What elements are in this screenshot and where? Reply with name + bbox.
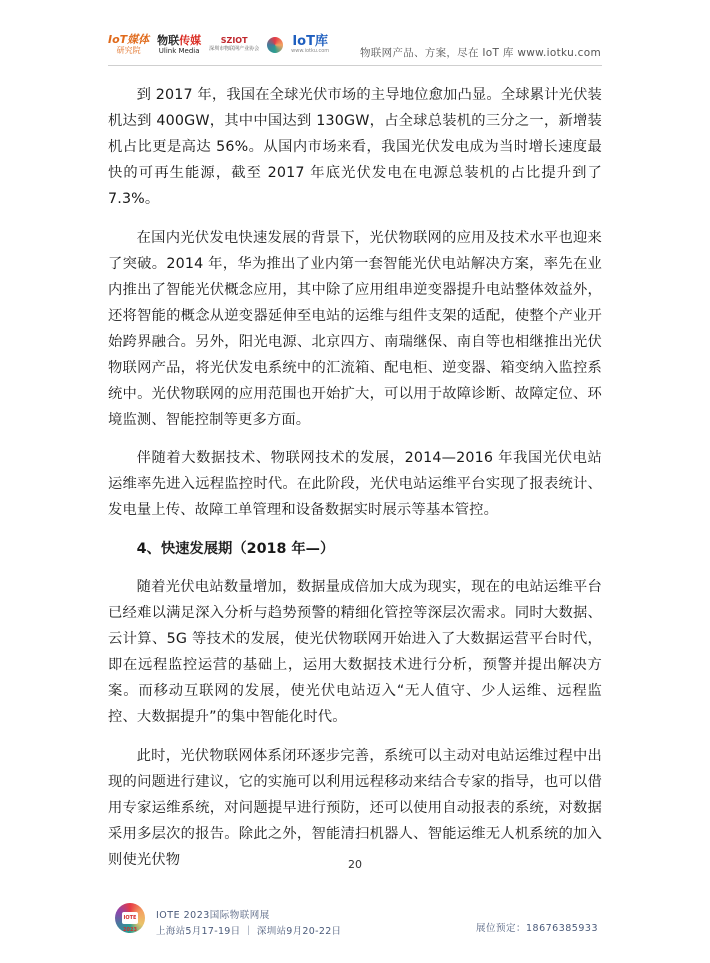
footer-dates: 上海站5月17-19日 ｜ 深圳站9月20-22日 xyxy=(156,926,342,937)
sziot-logo xyxy=(209,37,259,52)
body-paragraph: 随着光伏电站数量增加，数据量成倍加大成为现实，现在的电站运维平台已经难以满足深入分析与趋势预警的精细化管控等深层次需求。同时大数据、云计算、5G 等技术的发展，使光伏物联网开始进入了大数据运营平台时代，即在远程监控运营的基础上，运用大数据技术进行分析，预警并提出解决方案。而移动互联网的发展，使光伏电站迈入“无人值守、少人运维、远程监控、大数据提升”的集中智能化时代。 xyxy=(108,579,602,725)
section-heading: 4、快速发展期（2018 年—） xyxy=(136,540,335,557)
colorful-circle-icon xyxy=(267,37,283,53)
wulian-logo-main-b: 传媒 xyxy=(179,33,202,47)
wulian-media-logo xyxy=(157,35,201,55)
iot-media-logo xyxy=(108,34,149,55)
wulian-logo-main xyxy=(157,35,201,46)
sziot-logo-sub: 深圳市物联网产业协会 xyxy=(209,46,260,52)
iotku-logo xyxy=(291,35,329,54)
iote-logo-text: IOTE 2023 xyxy=(122,912,138,924)
body-paragraph: 伴随着大数据技术、物联网技术的发展，2014—2016 年我国光伏电站运维率先进入远程监控时代。在此阶段，光伏电站运维平台实现了报表统计、发电量上传、故障工单管理和设备数据实时展示等基本管控。 xyxy=(108,450,602,518)
wulian-logo-sub: Ulink Media xyxy=(158,46,200,55)
sziot-logo-main: SZIOT xyxy=(220,36,248,45)
body-paragraph: 到 2017 年，我国在全球光伏市场的主导地位愈加凸显。全球累计光伏装机达到 400GW，其中中国达到 130GW，占全球总装机的三分之一，新增装机占比更是高达 56%。从国内市场来看，我国光伏发电成为当时增长速度最快的可再生能源，截至 2017 年底光伏发电在电源总装机的占比提升到了 7.3%。 xyxy=(108,87,602,207)
page-header xyxy=(0,0,710,70)
body-paragraph: 在国内光伏发电快速发展的背景下，光伏物联网的应用及技术水平也迎来了突破。2014 年，华为推出了业内第一套智能光伏电站解决方案，率先在业内推出了智能光伏概念应用，其中除了应用组串逆变器提升电站整体效益外，还将智能的概念从逆变器延伸至电站的运维与组件支架的适配，使整个产业开始跨界融合。另外，阳光电源、北京四方、南瑞继保、南自等也相继推出光伏物联网产品，将光伏发电系统中的汇流箱、配电柜、逆变器、箱变纳入监控系统中。光伏物联网的应用范围也开始扩大，可以用于故障诊断、故障定位、环境监测、智能控制等更多方面。 xyxy=(108,229,602,428)
footer-booking: 展位预定：18676385933 xyxy=(476,923,598,934)
iote-logo-icon xyxy=(115,903,145,933)
page-number: 20 xyxy=(348,858,362,871)
page-body xyxy=(108,82,602,885)
iotku-logo-main: IoT库 xyxy=(292,34,328,49)
header-logos xyxy=(108,34,329,55)
iot-media-logo-main: IoT媒体 xyxy=(108,33,150,46)
header-tagline: 物联网产品、方案，尽在 IoT 库 www.iotku.com xyxy=(359,47,601,59)
iot-media-logo-sub: 研究院 xyxy=(116,46,141,55)
wulian-logo-main-a: 物联 xyxy=(157,33,180,47)
page-footer xyxy=(0,895,710,945)
footer-title: IOTE 2023国际物联网展 xyxy=(156,910,270,921)
iotku-logo-sub: www.iotku.com xyxy=(291,48,330,54)
header-divider xyxy=(108,65,602,66)
body-paragraph: 此时，光伏物联网体系闭环逐步完善，系统可以主动对电站运维过程中出现的问题进行建议，它的实施可以利用远程移动来结合专家的指导，也可以借用专家运维系统，对问题提早进行预防，还可以使用自动报表的系统，对数据采用多层次的报告。除此之外，智能清扫机器人、智能运维无人机系统的加入则使光伏物 xyxy=(108,747,602,868)
